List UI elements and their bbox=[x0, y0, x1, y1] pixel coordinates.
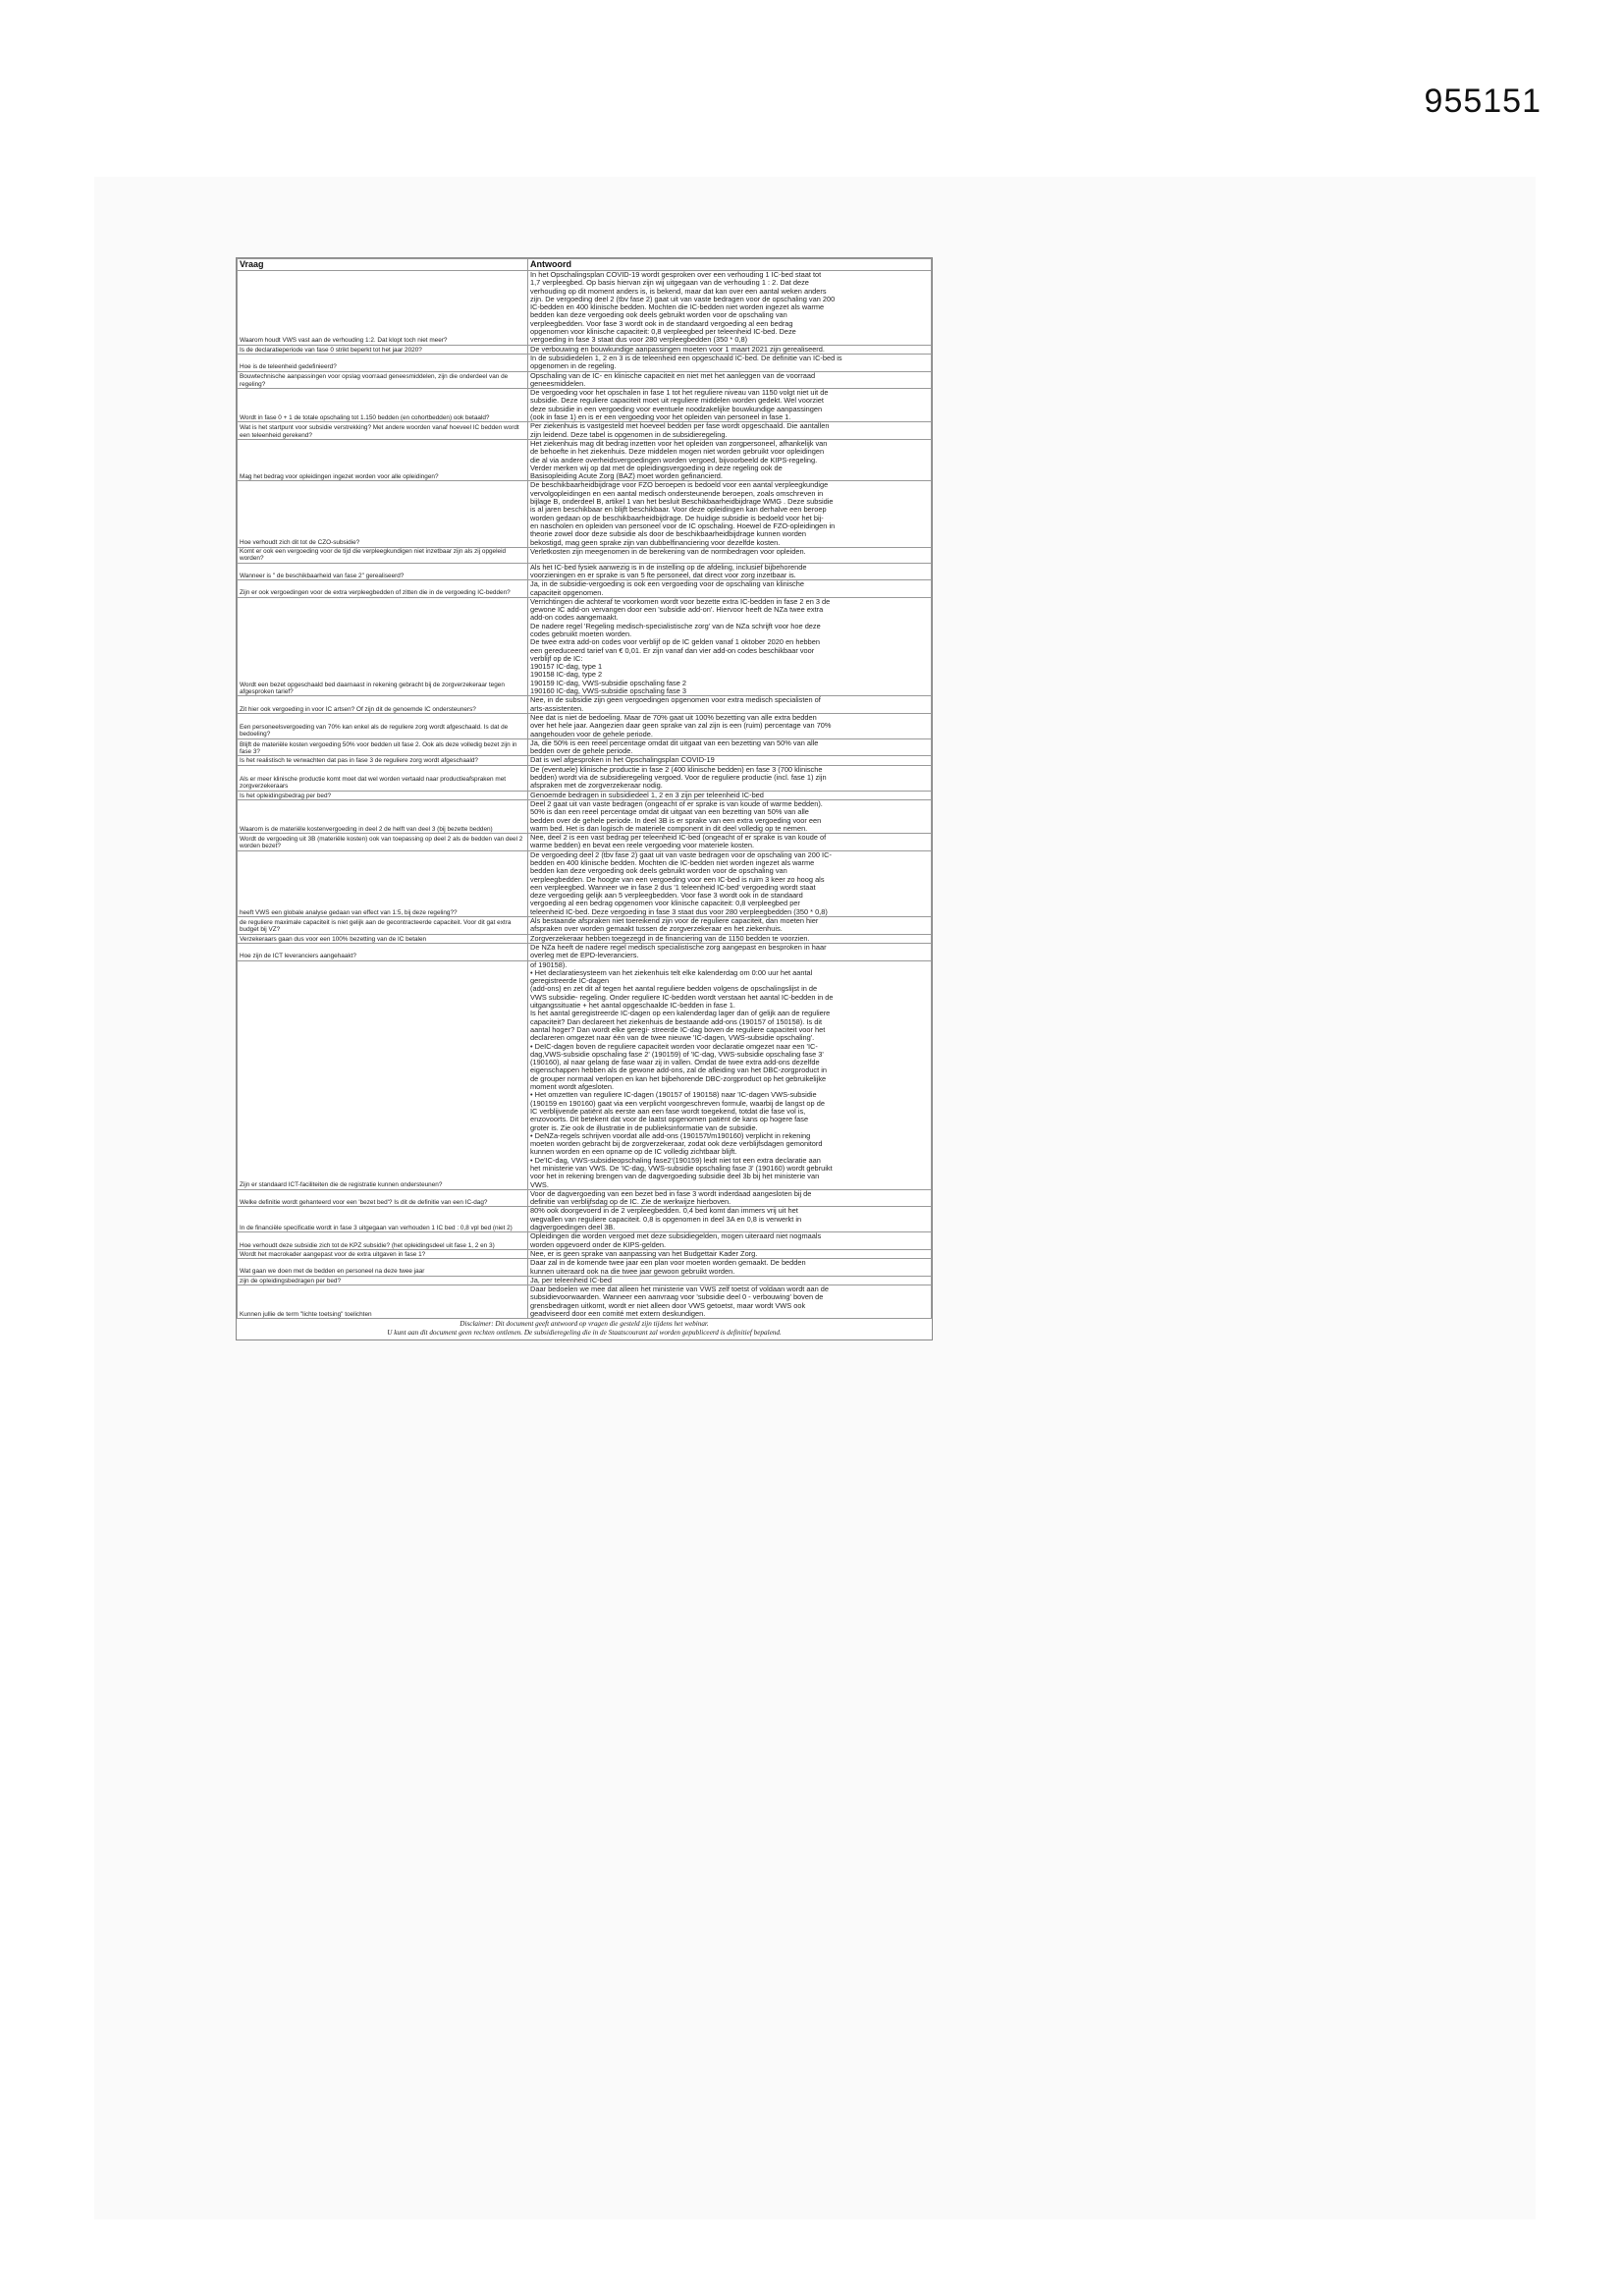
table-row bbox=[238, 834, 932, 851]
answer-line: capaciteit? Dan declareert het ziekenhuis de bestaande add-ons (190157 of 150158). Is dit bbox=[530, 1016, 823, 1026]
answer-line: Als bestaande afspraken niet toereikend zijn voor de reguliere capaciteit, dan moeten hier bbox=[530, 916, 819, 926]
question-cell: Verzekeraars gaan dus voor een 100% bezetting van de IC betalen bbox=[238, 934, 528, 943]
answer-cell bbox=[528, 389, 932, 422]
question-cell: Mag het bedrag voor opleidingen ingezet worden voor alle opleidingen? bbox=[238, 439, 528, 480]
answer-line: Opschaling van de IC- en klinische capaciteit en niet met het aanleggen van de voorraad bbox=[530, 370, 816, 380]
question-cell: zijn de opleidingsbedragen per bed? bbox=[238, 1276, 528, 1285]
question-cell: Wordt een bezet opgeschaald bed daarnaast in rekening gebracht bij de zorgverzekeraar tegen afgesproken tarief? bbox=[238, 597, 528, 696]
faq-table bbox=[237, 258, 932, 1319]
answer-line: opgenomen in de regeling. bbox=[530, 361, 617, 371]
answer-cell bbox=[528, 1207, 932, 1232]
document-number: 955151 bbox=[1424, 82, 1542, 120]
table-row bbox=[238, 1189, 932, 1207]
answer-line: 190158 IC-dag, type 2 bbox=[530, 670, 603, 680]
answer-line: bedden over de gehele periode. bbox=[530, 746, 633, 756]
answer-line: verpleegbedden. De hoogte van een vergoeding voor een IC-bed is ruim 3 keer zo hoog als bbox=[530, 874, 825, 884]
answer-cell bbox=[528, 713, 932, 738]
faq-table-container bbox=[236, 257, 933, 1340]
answer-line: definitie van verblijfsdag op de IC. Zie de werkwijze hierboven. bbox=[530, 1197, 731, 1207]
answer-cell bbox=[528, 943, 932, 960]
answer-line: teleenheid IC-bed. Deze vergoeding in fase 3 staat dus voor 280 verpleegbedden (350 * 0,8) bbox=[530, 906, 828, 916]
answer-cell bbox=[528, 960, 932, 1189]
table-row bbox=[238, 960, 932, 1189]
answer-line: 190157 IC-dag, type 1 bbox=[530, 662, 603, 672]
answer-line: uitgangssituatie + het aantal opgeschaalde IC-bedden in fase 1. bbox=[530, 1001, 735, 1011]
table-row bbox=[238, 371, 932, 389]
answer-line: worden opgevoerd onder de KIPS-gelden. bbox=[530, 1239, 667, 1249]
answer-cell bbox=[528, 1189, 932, 1207]
answer-line: geregistreerde IC-dagen bbox=[530, 976, 610, 986]
answer-line: Nee, in de subsidie zijn geen vergoedingen opgenomen voor extra medisch specialisten of bbox=[530, 695, 821, 705]
table-row bbox=[238, 756, 932, 765]
answer-line: de grouper normaal verlopen en kan het bijbehorende DBC-zorgproduct op het gebruikelijke bbox=[530, 1073, 827, 1083]
question-cell: Hoe is de teleenheid gedefinieerd? bbox=[238, 354, 528, 371]
answer-line: VWS subsidie- regeling. Onder reguliere IC-bedden wordt verstaan het aantal IC-bedden in de bbox=[530, 992, 834, 1002]
question-cell: Is het opleidingsbedrag per bed? bbox=[238, 791, 528, 799]
table-row bbox=[238, 597, 932, 696]
answer-line: Ja, die 50% is een reeel percentage omdat dit uitgaat van een bezetting van 50% van alle bbox=[530, 738, 819, 747]
question-cell: Wordt de vergoeding uit 3B (materiële kosten) ook van toepassing op deel 2 als de bedden van deel 2 worden bezet? bbox=[238, 834, 528, 851]
answer-line: die al via andere overheidsvergoedingen worden vergoed, bijvoorbeeld de KIPS-regeling. bbox=[530, 455, 818, 465]
table-row bbox=[238, 563, 932, 580]
answer-line: zijn leidend. Deze tabel is opgenomen in de subsidieregeling. bbox=[530, 429, 728, 439]
answer-line: Verletkosten zijn meegenomen in de berekening van de normbedragen voor opleiden. bbox=[530, 546, 806, 556]
answer-line: aantal hoger? Dan wordt elke geregi- streerde IC-dag boven de reguliere capaciteit voor het bbox=[530, 1024, 826, 1034]
answer-line: De verbouwing en bouwkundige aanpassingen moeten voor 1 maart 2021 zijn gerealiseerd. bbox=[530, 344, 825, 354]
table-row bbox=[238, 439, 932, 480]
table-row bbox=[238, 1207, 932, 1232]
answer-line: De NZa heeft de nadere regel medisch specialistische zorg aangepast en besproken in haar bbox=[530, 942, 827, 952]
answer-cell bbox=[528, 1259, 932, 1277]
answer-cell bbox=[528, 756, 932, 765]
answer-line: De vergoeding deel 2 (tbv fase 2) gaat uit van vaste bedragen voor de opschaling van 200 IC- bbox=[530, 849, 832, 859]
answer-cell bbox=[528, 1232, 932, 1250]
answer-line: • De'IC-dag, VWS-subsidieopschaling fase2'(190159) leidt niet tot een extra declaratie aan bbox=[530, 1155, 821, 1165]
question-cell: In de financiële specificatie wordt in fase 3 uitgegaan van verhouden 1 IC bed : 0,8 vpl bed (niet 2) bbox=[238, 1207, 528, 1232]
answer-line: zijn. De vergoeding deel 2 (tbv fase 2) gaat uit van vaste bedragen voor de opschaling van 200 bbox=[530, 294, 836, 303]
question-cell: Hoe verhoudt deze subsidie zich tot de KPZ subsidie? (het opleidingsdeel uit fase 1, 2 en 3) bbox=[238, 1232, 528, 1250]
table-row bbox=[238, 1232, 932, 1250]
question-cell: de reguliere maximale capaciteit is niet gelijk aan de gecontracteerde capaciteit. Voor dit gat extra budget bij VZ? bbox=[238, 917, 528, 935]
answer-line: kunnen worden en een opname op de IC volledig zichtbaar blijft. bbox=[530, 1147, 737, 1157]
table-row bbox=[238, 580, 932, 598]
answer-line: Is het aantal geregistreerde IC-dagen op een kalenderdag lager dan of gelijk aan de reguliere bbox=[530, 1009, 831, 1018]
table-row bbox=[238, 713, 932, 738]
question-cell: Wat gaan we doen met de bedden en personeel na deze twee jaar bbox=[238, 1259, 528, 1277]
answer-line: • DeIC-dagen boven de reguliere capaciteit worden voor declaratie omgezet naar een 'IC- bbox=[530, 1041, 818, 1051]
disclaimer bbox=[237, 1319, 932, 1339]
question-cell: heeft VWS een globale analyse gedaan van effect van 1:5, bij deze regeling?? bbox=[238, 850, 528, 916]
question-cell: Wanneer is " de beschikbaarheid van fase 2" gerealiseerd? bbox=[238, 563, 528, 580]
answer-cell bbox=[528, 580, 932, 598]
answer-line: over het hele jaar. Aangezien daar geen sprake van zal zijn is een (ruim) percentage van 70% bbox=[530, 721, 832, 731]
question-cell: Waarom houdt VWS vast aan de verhouding 1:2. Dat klopt toch niet meer? bbox=[238, 271, 528, 346]
answer-line: 50% is dan een reeel percentage omdat dit uitgaat van een bezetting van 50% van alle bbox=[530, 807, 809, 817]
answer-line: is al jaren beschikbaar en blijft beschikbaar. Voor deze opleidingen kan derhalve een beroep bbox=[530, 505, 827, 515]
question-cell: Is het realistisch te verwachten dat pas in fase 3 de reguliere zorg wordt afgeschaald? bbox=[238, 756, 528, 765]
answer-line: De (eventuele) klinische productie in fase 2 (400 klinische bedden) en fase 3 (700 klinische bbox=[530, 764, 823, 774]
answer-line: kunnen uiteraard ook na die twee jaar gewoon gebruikt worden. bbox=[530, 1266, 735, 1276]
answer-line: bedden over de gehele periode. In deel 3B is er sprake van een extra vergoeding voor een bbox=[530, 815, 822, 825]
answer-line: deze subsidie in een vergoeding voor eventuele noodzakelijke bouwkundige aanpassingen bbox=[530, 404, 823, 413]
answer-line: voorzieningen en er sprake is van 5 fte personeel, dat direct voor zorg inzetbaar is. bbox=[530, 570, 796, 579]
answer-line: aangehouden voor de gehele periode. bbox=[530, 729, 653, 738]
table-row bbox=[238, 422, 932, 440]
question-cell: Waarom is de materiële kostenvergoeding in deel 2 de helft van deel 3 (bij bezette bedden) bbox=[238, 799, 528, 833]
answer-line: en nascholen en opleiden van personeel voor de IC opschaling. Hoewel de FZO-opleidingen in bbox=[530, 520, 836, 530]
answer-line: vergoeding in fase 3 staat dus voor 280 verpleegbedden (350 * 0,8) bbox=[530, 335, 748, 345]
table-row bbox=[238, 481, 932, 547]
answer-line: arts-assistenten. bbox=[530, 703, 584, 713]
question-cell: Blijft de materiële kosten vergoeding 50% voor bedden uit fase 2. Ook als deze volledig bezet zijn in fase 3? bbox=[238, 738, 528, 756]
answer-line: • Het declaratiesysteem van het ziekenhuis telt elke kalenderdag om 0:00 uur het aantal bbox=[530, 967, 813, 977]
disclaimer-line: Disclaimer: Dit document geeft antwoord op vragen die gesteld zijn tijdens het webinar. bbox=[460, 1320, 709, 1329]
answer-line: grensbedragen uitkomt, wordt er niet alleen door VWS getoetst, maar wordt VWS ook bbox=[530, 1300, 806, 1310]
answer-line: • DeNZa-regels schrijven voordat alle add-ons (190157t/m190160) verplicht in rekening bbox=[530, 1130, 811, 1140]
answer-line: bedden kan deze vergoeding ook deels gebruikt worden voor de opschaling van bbox=[530, 310, 787, 320]
answer-line: enzovoorts. Dit betekent dat voor de laatst opgenomen patiënt de kans op hogere fase bbox=[530, 1115, 809, 1124]
answer-line: codes gebruikt moeten worden. bbox=[530, 629, 632, 638]
question-cell: Zijn er ook vergoedingen voor de extra verpleegbedden of zitten die in de vergoeding IC-bedden? bbox=[238, 580, 528, 598]
answer-line: Dat is wel afgesproken in het Opschalingsplan COVID-19 bbox=[530, 755, 715, 765]
table-row bbox=[238, 738, 932, 756]
answer-line: Het ziekenhuis mag dit bedrag inzetten voor het opleiden van zorgpersoneel, afhankelijk van bbox=[530, 438, 828, 448]
question-cell: Zijn er standaard ICT-faciliteiten die de registratie kunnen ondersteunen? bbox=[238, 960, 528, 1189]
answer-line: Nee, deel 2 is een vast bedrag per teleenheid IC-bed (ongeacht of er sprake is van koude of bbox=[530, 833, 827, 843]
table-row bbox=[238, 765, 932, 791]
answer-line: geadviseerd door een comité met extern deskundigen. bbox=[530, 1309, 706, 1319]
answer-cell bbox=[528, 917, 932, 935]
answer-line: vergoeding al een bedrag opgenomen voor klinische capaciteit: 0,8 verpleegbed per bbox=[530, 899, 800, 908]
answer-cell bbox=[528, 481, 932, 547]
column-header-answer: Antwoord bbox=[528, 259, 932, 271]
answer-cell bbox=[528, 1285, 932, 1319]
question-cell: Hoe verhoudt zich dit tot de CZO-subsidie? bbox=[238, 481, 528, 547]
table-row bbox=[238, 547, 932, 563]
table-row bbox=[238, 850, 932, 916]
answer-line: moeten worden gebracht bij de zorgverzekeraar, zodat ook deze verblijfsdagen gemonitord bbox=[530, 1139, 823, 1149]
answer-line: een verpleegbed. Wanneer we in fase 2 dus '1 teleenheid IC-bed' vergoeding wordt staat bbox=[530, 882, 816, 892]
table-row bbox=[238, 943, 932, 960]
answer-cell bbox=[528, 738, 932, 756]
answer-line: De beschikbaarheidbijdrage voor FZO beroepen is bedoeld voor een aantal verpleegkundige bbox=[530, 480, 829, 490]
answer-line: voor het in rekening brengen van de dagvergoeding subsidie deel 3b bij het ministerie van bbox=[530, 1172, 820, 1181]
answer-line: bekostigd, mag geen sprake zijn van dubbelfinanciering voor dezelfde kosten. bbox=[530, 537, 781, 547]
answer-line: eigenschappen hebben als de gewone add-ons, zal de afleiding van het DBC-zorgproduct in bbox=[530, 1066, 827, 1075]
answer-line: 1,7 verpleegbed. Op basis hiervan zijn wij uitgegaan van de verhouding 1 : 2. Dat deze bbox=[530, 278, 809, 288]
answer-line: add-on codes aangemaakt. bbox=[530, 613, 619, 623]
answer-cell bbox=[528, 371, 932, 389]
answer-line: De nadere regel 'Regeling medisch-specialistische zorg' van de NZa schrijft voor hoe deze bbox=[530, 621, 821, 630]
column-header-question: Vraag bbox=[238, 259, 528, 271]
answer-line: De vergoeding voor het opschalen in fase 1 tot het reguliere niveau van 1150 volgt niet uit de bbox=[530, 388, 829, 398]
answer-cell bbox=[528, 850, 932, 916]
answer-line: theorie zowel door deze subsidie als door de beschikbaarheidbijdrage kunnen worden bbox=[530, 529, 807, 539]
answer-line: subsidievoorwaarden. Wanneer een aanvraag voor 'subsidie deel 0 - verbouwing' boven de bbox=[530, 1292, 824, 1302]
question-cell: Komt er ook een vergoeding voor de tijd die verpleegkundigen niet inzetbaar zijn als zij opgeleid worden? bbox=[238, 547, 528, 563]
faq-table-body bbox=[238, 271, 932, 1319]
answer-line: bedden kan deze vergoeding ook deels gebruikt worden voor de opschaling van bbox=[530, 866, 787, 876]
answer-cell bbox=[528, 422, 932, 440]
answer-line: groter is. Zie ook de illustratie in de publieksinformatie van de subsidie. bbox=[530, 1122, 758, 1132]
answer-line: Opleidingen die worden vergoed met deze subsidiegelden, mogen uiteraard niet nogmaals bbox=[530, 1231, 822, 1241]
question-cell: Wordt het macrokader aangepast voor de extra uitgaven in fase 1? bbox=[238, 1249, 528, 1258]
answer-line: (190159 en 190160) gaat via een verplicht voorgeschreven formule, waarbij de langst op de bbox=[530, 1098, 825, 1108]
answer-line: bedden en 400 klinische bedden. Mochten die IC-bedden niet worden ingezet als warme bbox=[530, 858, 815, 867]
answer-line: verblijf op de IC: bbox=[530, 653, 583, 663]
answer-cell bbox=[528, 765, 932, 791]
answer-line: warme bedden) en bevat een reele vergoeding voor materiele kosten. bbox=[530, 841, 755, 850]
question-cell: Bouwtechnische aanpassingen voor opslag voorraad geneesmiddelen, zijn die onderdeel van de regeling? bbox=[238, 371, 528, 389]
answer-line: IC-bedden en 400 klinische bedden. Mochten die IC-bedden niet worden ingezet als warme bbox=[530, 302, 825, 312]
answer-line: moment wordt afgesloten. bbox=[530, 1082, 615, 1092]
table-row bbox=[238, 696, 932, 714]
question-cell: Wordt in fase 0 + 1 de totale opschaling tot 1.150 bedden (en cohortbedden) ook betaald? bbox=[238, 389, 528, 422]
answer-line: of 190158). bbox=[530, 959, 568, 969]
answer-line: afspraken over worden gemaakt tussen de zorgverzekeraar en het ziekenhuis. bbox=[530, 924, 783, 934]
answer-line: deze vergoeding gelijk aan 5 verpleegbedden. Voor fase 3 wordt ook in de standaard bbox=[530, 891, 803, 901]
answer-line: 190160 IC-dag, VWS-subsidie opschaling fase 3 bbox=[530, 686, 686, 696]
table-row bbox=[238, 799, 932, 833]
disclaimer-line: U kunt aan dit document geen rechten ontlenen. De subsidieregeling die in de Staatscourant zal worden gepubliceerd is definitief bepalend. bbox=[387, 1329, 782, 1338]
answer-line: overleg met de EPD-leveranciers. bbox=[530, 951, 639, 960]
answer-line: Als het IC-bed fysiek aanwezig is in de instelling op de afdeling, inclusief bijbehorende bbox=[530, 562, 807, 572]
answer-cell bbox=[528, 696, 932, 714]
question-cell: Als er meer klinische productie komt moet dat wel worden vertaald naar productieafspraken met zorgverzekeraars bbox=[238, 765, 528, 791]
answer-line: Daar bedoelen we mee dat alleen het ministerie van VWS zelf toetst of voldaan wordt aan de bbox=[530, 1285, 830, 1294]
answer-line: geneesmiddelen. bbox=[530, 378, 586, 388]
answer-cell bbox=[528, 834, 932, 851]
answer-line: Daar zal in de komende twee jaar een plan voor moeten worden gemaakt. De bedden bbox=[530, 1258, 806, 1268]
answer-line: wegvallen van reguliere capaciteit. 0,8 is opgenomen in deel 3A en 0,8 is verwerkt in bbox=[530, 1214, 802, 1224]
answer-line: 190159 IC-dag, VWS-subsidie opschaling fase 2 bbox=[530, 678, 686, 687]
answer-line: (ook in fase 1) en is er een vergoeding voor het opleiden van personeel in fase 1. bbox=[530, 412, 791, 422]
answer-line: Genoemde bedragen in subsidiedeel 1, 2 en 3 zijn per teleenheid IC-bed bbox=[530, 790, 764, 799]
answer-line: 80% ook doorgevoerd in de 2 verpleegbedden. 0,4 bed komt dan immers vrij uit het bbox=[530, 1206, 798, 1216]
answer-line: IC verblijvende patiënt als eerste aan een fase wordt toegekend, totdat die fase vol is, bbox=[530, 1106, 806, 1116]
answer-cell bbox=[528, 439, 932, 480]
answer-line: Verder merken wij op dat met de opleidingsvergoeding in deze regeling ook de bbox=[530, 463, 783, 472]
table-row bbox=[238, 389, 932, 422]
answer-line: bedden) wordt via de subsidieregeling vergoed. Voor de reguliere productie (incl. fase 1) zijn bbox=[530, 773, 827, 783]
table-row bbox=[238, 917, 932, 935]
table-row bbox=[238, 271, 932, 346]
question-cell: Wat is het startpunt voor subsidie verstrekking? Met andere woorden vanaf hoeveel IC bedden wordt een teleenheid gerekend? bbox=[238, 422, 528, 440]
answer-line: De twee extra add-on codes voor verblijf op de IC gelden vanaf 1 oktober 2020 en hebben bbox=[530, 637, 821, 647]
answer-line: de behoefte in het ziekenhuis. Deze middelen mogen niet worden gebruikt voor opleidingen bbox=[530, 447, 825, 457]
table-row bbox=[238, 1285, 932, 1319]
answer-cell bbox=[528, 547, 932, 563]
answer-line: Ja, per teleenheid IC-bed bbox=[530, 1275, 612, 1285]
question-cell: Een personeelsvergoeding van 70% kan enkel als de reguliere zorg wordt afgeschaald. Is dat de bedoeling? bbox=[238, 713, 528, 738]
question-cell: Kunnen jullie de term "lichte toetsing" toelichten bbox=[238, 1285, 528, 1319]
answer-line: Deel 2 gaat uit van vaste bedragen (ongeacht of er sprake is van koude of warme bedden). bbox=[530, 798, 823, 808]
answer-line: Nee dat is niet de bedoeling. Maar de 70% gaat uit 100% bezetting van alle extra bedden bbox=[530, 712, 817, 722]
answer-line: gewone IC add-on vervangen door een 'subsidie add-on'. Hiervoor heeft de NZa twee extra bbox=[530, 605, 824, 615]
answer-line: Ja, in de subsidie-vergoeding is ook een vergoeding voor de opschaling van klinische bbox=[530, 579, 804, 589]
answer-line: VWS. bbox=[530, 1179, 549, 1189]
answer-line: worden gedaan op de beschikbaarheidbijdrage. De huidige subsidie is bedoeld voor het bij- bbox=[530, 513, 824, 522]
question-cell: Welke definitie wordt gehanteerd voor een 'bezet bed'? Is dit de definitie van een IC-dag? bbox=[238, 1189, 528, 1207]
answer-line: dag,VWS-subsidie opschaling fase 2' (190159) of 'IC-dag, VWS-subsidie opschaling fase 3' bbox=[530, 1049, 824, 1059]
answer-line: subsidie. Deze reguliere capaciteit moet uit reguliere middelen worden gedekt. Wel voorziet bbox=[530, 396, 824, 406]
answer-line: (add-ons) en zet dit af tegen het aantal reguliere bedden volgens de opschalingslijst in de bbox=[530, 984, 818, 994]
answer-line: Zorgverzekeraar hebben toegezegd in de financiering van de 1150 bedden te voorzien. bbox=[530, 933, 810, 943]
answer-line: Per ziekenhuis is vastgesteld met hoeveel bedden per fase wordt opgeschaald. Die aantallen bbox=[530, 421, 830, 431]
table-header-row bbox=[238, 259, 932, 271]
question-cell: Is de declaratieperiode van fase 0 strikt beperkt tot het jaar 2020? bbox=[238, 345, 528, 354]
answer-cell bbox=[528, 799, 932, 833]
answer-line: bijlage B, onderdeel B, artikel 1 van het besluit Beschikbaarheidbijdrage WMG . Deze subsidie bbox=[530, 497, 834, 507]
answer-line: een gereduceerd tarief van € 0,01. Er zijn vanaf dan vier add-on codes beschikbaar voor bbox=[530, 645, 815, 655]
answer-line: warm bed. Het is dan logisch de materiele component in dit deel volledig op te nemen. bbox=[530, 823, 808, 833]
answer-cell bbox=[528, 563, 932, 580]
table-row bbox=[238, 354, 932, 371]
answer-line: In het Opschalingsplan COVID-19 wordt gesproken over een verhouding 1 IC-bed staat tot bbox=[530, 270, 822, 279]
answer-line: Nee, er is geen sprake van aanpassing van het Budgettair Kader Zorg. bbox=[530, 1248, 758, 1258]
answer-line: • Het omzetten van reguliere IC-dagen (190157 of 190158) naar 'IC-dagen VWS-subsidie bbox=[530, 1090, 817, 1100]
answer-line: afspraken met de zorgverzekeraar nodig. bbox=[530, 781, 663, 791]
answer-line: Voor de dagvergoeding van een bezet bed in fase 3 wordt inderdaad aangesloten bij de bbox=[530, 1188, 812, 1198]
answer-line: verpleegbedden. Voor fase 3 wordt ook in de standaard vergoeding al een bedrag bbox=[530, 318, 793, 328]
answer-line: Verrichtingen die achteraf te voorkomen wordt voor bezette extra IC-bedden in fase 2 en 3 de bbox=[530, 596, 831, 606]
table-row bbox=[238, 1259, 932, 1277]
answer-line: dagvergoedingen deel 3B. bbox=[530, 1223, 616, 1232]
answer-cell bbox=[528, 354, 932, 371]
answer-line: declareren omgezet naar één van de twee nieuwe 'IC-dagen, VWS-subsidie opschaling'. bbox=[530, 1033, 815, 1043]
answer-line: vervolgopleidingen en een aantal medisch ondersteunende beroepen, zoals omschreven in bbox=[530, 488, 824, 498]
answer-cell bbox=[528, 597, 932, 696]
answer-cell bbox=[528, 271, 932, 346]
question-cell: Zit hier ook vergoeding in voor IC artsen? Of zijn dit de genoemde IC ondersteuners? bbox=[238, 696, 528, 714]
answer-line: Basisopleiding Acute Zorg (BAZ) moet worden gefinancierd. bbox=[530, 471, 723, 481]
answer-line: opgenomen voor klinische capaciteit: 0,8 verpleegbed per teleenheid IC-bed. Deze bbox=[530, 327, 796, 337]
answer-line: In de subsidiedelen 1, 2 en 3 is de teleenheid een opgeschaald IC-bed. De definitie van IC-bed is bbox=[530, 353, 842, 362]
answer-line: (190160), al naar gelang de fase waar zij in vallen. Omdat de twee extra add-ons dezelfde bbox=[530, 1058, 820, 1067]
question-cell: Hoe zijn de ICT leveranciers aangehaakt? bbox=[238, 943, 528, 960]
answer-line: verhouding op dit moment anders is, is bekend, maar dat kan over een aantal weken anders bbox=[530, 286, 827, 296]
answer-line: capaciteit opgenomen. bbox=[530, 587, 604, 597]
answer-line: het ministerie van VWS. De 'IC-dag, VWS-subsidie opschaling fase 3' (190160) wordt gebruikt bbox=[530, 1163, 833, 1173]
